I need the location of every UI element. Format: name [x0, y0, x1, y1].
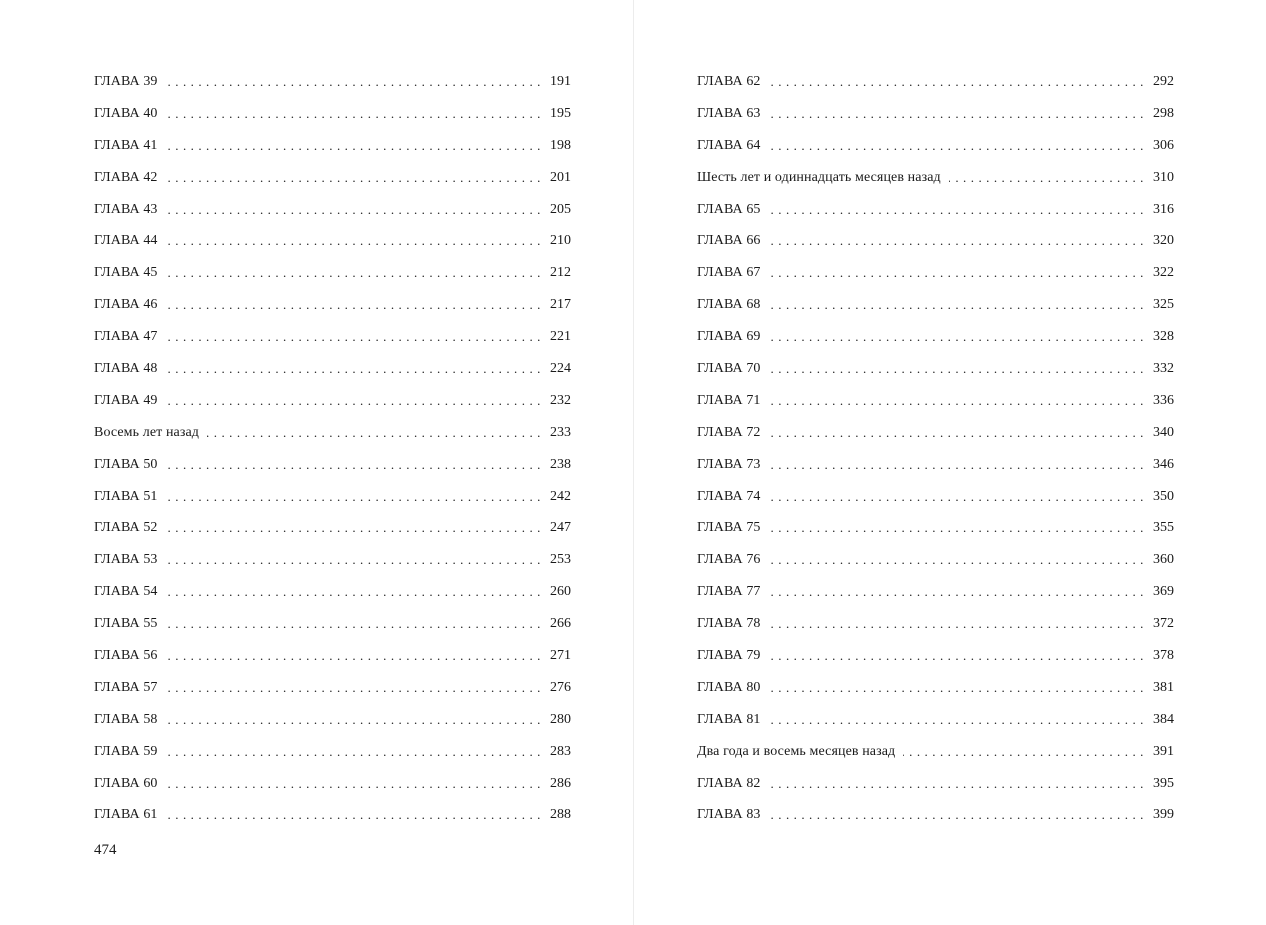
toc-entry-page: 316	[1153, 201, 1174, 217]
toc-entry-title: ГЛАВА 72	[697, 424, 761, 440]
toc-entry-title: ГЛАВА 45	[94, 265, 158, 281]
toc-entry	[697, 321, 1174, 353]
toc-entry	[94, 98, 571, 130]
toc-entry	[94, 194, 571, 226]
toc-entry	[697, 225, 1174, 257]
toc-entry	[697, 289, 1174, 321]
toc-entry-page: 346	[1153, 456, 1174, 472]
toc-entry-title: ГЛАВА 60	[94, 775, 158, 791]
toc-entry-title: Два года и восемь месяцев назад	[697, 743, 896, 759]
toc-entry-title: ГЛАВА 40	[94, 105, 158, 121]
toc-entry-page: 276	[550, 679, 571, 695]
toc-entry	[94, 608, 571, 640]
toc-entry-page: 369	[1153, 584, 1174, 600]
toc-entry	[94, 321, 571, 353]
toc-entry-page: 224	[550, 360, 571, 376]
dot-leader	[166, 394, 541, 408]
toc-entry-title: ГЛАВА 46	[94, 297, 158, 313]
toc-entry-title: ГЛАВА 68	[697, 297, 761, 313]
toc-entry-page: 212	[550, 265, 571, 281]
toc-entry-page: 355	[1153, 520, 1174, 536]
toc-entry-title: ГЛАВА 42	[94, 169, 158, 185]
toc-entry	[697, 98, 1174, 130]
page-number: 474	[94, 842, 117, 858]
toc-entry-title: Восемь лет назад	[94, 424, 200, 440]
toc-entry-title: ГЛАВА 79	[697, 647, 761, 663]
toc-entry	[697, 576, 1174, 608]
toc-entry	[94, 353, 571, 385]
toc-entry-page: 217	[550, 297, 571, 313]
toc-entry	[94, 289, 571, 321]
toc-entry-page: 221	[550, 329, 571, 345]
toc-entry	[94, 162, 571, 194]
toc-entry-page: 271	[550, 647, 571, 663]
dot-leader	[166, 234, 541, 248]
toc-entry	[94, 449, 571, 481]
toc-entry-page: 328	[1153, 329, 1174, 345]
toc-entry-page: 253	[550, 552, 571, 568]
toc-entry-page: 350	[1153, 488, 1174, 504]
toc-entry	[94, 417, 571, 449]
toc-entry-title: ГЛАВА 53	[94, 552, 158, 568]
toc-entry-title: ГЛАВА 67	[697, 265, 761, 281]
dot-leader	[166, 203, 541, 217]
toc-entry-title: ГЛАВА 52	[94, 520, 158, 536]
toc-entry-title: ГЛАВА 50	[94, 456, 158, 472]
dot-leader	[166, 585, 541, 599]
dot-leader	[769, 649, 1144, 663]
toc-entry-page: 286	[550, 775, 571, 791]
toc-entry-title: ГЛАВА 41	[94, 137, 158, 153]
toc-entry-page: 372	[1153, 616, 1174, 632]
toc-entry-title: ГЛАВА 70	[697, 360, 761, 376]
toc-entry-page: 191	[550, 73, 571, 89]
toc-entry-page: 336	[1153, 392, 1174, 408]
dot-leader	[769, 681, 1144, 695]
toc-entry-title: ГЛАВА 61	[94, 807, 158, 823]
dot-leader	[166, 458, 541, 472]
toc-entry-page: 306	[1153, 137, 1174, 153]
toc-entry-page: 232	[550, 392, 571, 408]
toc-entry-title: ГЛАВА 54	[94, 584, 158, 600]
toc-entry-title: ГЛАВА 73	[697, 456, 761, 472]
dot-leader	[166, 713, 541, 727]
toc-entry-page: 332	[1153, 360, 1174, 376]
toc-entry	[697, 257, 1174, 289]
toc-entry-title: ГЛАВА 58	[94, 711, 158, 727]
toc-entry-title: ГЛАВА 43	[94, 201, 158, 217]
dot-leader	[769, 107, 1144, 121]
toc-entry-page: 195	[550, 105, 571, 121]
dot-leader	[166, 139, 541, 153]
toc-entry	[94, 799, 571, 831]
toc-entry	[94, 66, 571, 98]
right-page	[634, 0, 1266, 925]
toc-entry-title: ГЛАВА 77	[697, 584, 761, 600]
dot-leader	[903, 745, 1144, 759]
toc-entry-page: 247	[550, 520, 571, 536]
toc-entry-page: 399	[1153, 807, 1174, 823]
dot-leader	[769, 426, 1144, 440]
toc-entry-title: ГЛАВА 47	[94, 329, 158, 345]
dot-leader	[166, 681, 541, 695]
toc-entry-page: 298	[1153, 105, 1174, 121]
toc-entry	[697, 512, 1174, 544]
toc-entry	[697, 130, 1174, 162]
table-of-contents-left	[94, 66, 571, 831]
toc-entry-title: ГЛАВА 75	[697, 520, 761, 536]
toc-entry	[697, 385, 1174, 417]
toc-entry-page: 288	[550, 807, 571, 823]
toc-entry-title: ГЛАВА 62	[697, 73, 761, 89]
dot-leader	[166, 521, 541, 535]
dot-leader	[769, 490, 1144, 504]
toc-entry-title: ГЛАВА 56	[94, 647, 158, 663]
dot-leader	[769, 75, 1144, 89]
toc-entry-title: ГЛАВА 51	[94, 488, 158, 504]
dot-leader	[949, 171, 1144, 185]
toc-entry	[94, 544, 571, 576]
toc-entry-page: 378	[1153, 647, 1174, 663]
dot-leader	[166, 808, 541, 822]
toc-entry-title: ГЛАВА 66	[697, 233, 761, 249]
toc-entry	[94, 385, 571, 417]
dot-leader	[769, 234, 1144, 248]
toc-entry-title: Шесть лет и одиннадцать месяцев назад	[697, 169, 941, 185]
dot-leader	[769, 139, 1144, 153]
dot-leader	[769, 203, 1144, 217]
toc-entry-page: 205	[550, 201, 571, 217]
toc-entry	[94, 736, 571, 768]
dot-leader	[166, 330, 541, 344]
toc-entry	[94, 512, 571, 544]
toc-entry	[94, 481, 571, 513]
toc-entry	[94, 257, 571, 289]
dot-leader	[166, 107, 541, 121]
toc-entry	[697, 194, 1174, 226]
dot-leader	[166, 266, 541, 280]
toc-entry-page: 395	[1153, 775, 1174, 791]
toc-entry-title: ГЛАВА 39	[94, 73, 158, 89]
toc-entry-title: ГЛАВА 69	[697, 329, 761, 345]
toc-entry	[94, 768, 571, 800]
toc-entry-title: ГЛАВА 74	[697, 488, 761, 504]
dot-leader	[166, 777, 541, 791]
toc-entry	[94, 640, 571, 672]
toc-entry-page: 201	[550, 169, 571, 185]
dot-leader	[769, 553, 1144, 567]
toc-entry	[94, 704, 571, 736]
dot-leader	[166, 171, 541, 185]
toc-entry-page: 320	[1153, 233, 1174, 249]
toc-entry-title: ГЛАВА 49	[94, 392, 158, 408]
dot-leader	[207, 426, 541, 440]
toc-entry-page: 325	[1153, 297, 1174, 313]
dot-leader	[166, 617, 541, 631]
dot-leader	[769, 777, 1144, 791]
toc-entry-title: ГЛАВА 76	[697, 552, 761, 568]
toc-entry-page: 280	[550, 711, 571, 727]
dot-leader	[166, 553, 541, 567]
table-of-contents-right	[697, 66, 1174, 831]
toc-entry-title: ГЛАВА 80	[697, 679, 761, 695]
toc-entry-page: 260	[550, 584, 571, 600]
dot-leader	[769, 330, 1144, 344]
toc-entry	[94, 672, 571, 704]
dot-leader	[769, 458, 1144, 472]
dot-leader	[769, 808, 1144, 822]
dot-leader	[166, 649, 541, 663]
toc-entry-title: ГЛАВА 57	[94, 679, 158, 695]
toc-entry-page: 210	[550, 233, 571, 249]
toc-entry-page: 233	[550, 424, 571, 440]
toc-entry	[697, 481, 1174, 513]
toc-entry-page: 384	[1153, 711, 1174, 727]
toc-entry	[94, 225, 571, 257]
toc-entry-page: 266	[550, 616, 571, 632]
toc-entry-page: 310	[1153, 169, 1174, 185]
toc-entry-page: 242	[550, 488, 571, 504]
toc-entry	[94, 576, 571, 608]
dot-leader	[769, 617, 1144, 631]
dot-leader	[166, 490, 541, 504]
toc-entry-page: 381	[1153, 679, 1174, 695]
dot-leader	[769, 298, 1144, 312]
toc-entry	[697, 704, 1174, 736]
dot-leader	[166, 75, 541, 89]
toc-entry-title: ГЛАВА 55	[94, 616, 158, 632]
toc-entry	[697, 736, 1174, 768]
dot-leader	[166, 362, 541, 376]
toc-entry-title: ГЛАВА 48	[94, 360, 158, 376]
toc-entry-page: 198	[550, 137, 571, 153]
dot-leader	[769, 521, 1144, 535]
toc-entry	[697, 799, 1174, 831]
toc-entry	[697, 449, 1174, 481]
toc-entry	[697, 353, 1174, 385]
dot-leader	[769, 362, 1144, 376]
dot-leader	[166, 298, 541, 312]
toc-entry-page: 292	[1153, 73, 1174, 89]
toc-entry-title: ГЛАВА 63	[697, 105, 761, 121]
toc-entry-page: 360	[1153, 552, 1174, 568]
toc-entry	[697, 640, 1174, 672]
toc-entry-title: ГЛАВА 81	[697, 711, 761, 727]
toc-entry-title: ГЛАВА 64	[697, 137, 761, 153]
dot-leader	[769, 585, 1144, 599]
toc-entry	[697, 768, 1174, 800]
toc-entry	[697, 544, 1174, 576]
toc-entry-title: ГЛАВА 71	[697, 392, 761, 408]
toc-entry-page: 238	[550, 456, 571, 472]
toc-entry	[697, 672, 1174, 704]
toc-entry-title: ГЛАВА 65	[697, 201, 761, 217]
toc-entry-page: 322	[1153, 265, 1174, 281]
toc-entry	[697, 162, 1174, 194]
toc-entry-title: ГЛАВА 59	[94, 743, 158, 759]
toc-entry-page: 283	[550, 743, 571, 759]
toc-entry	[697, 66, 1174, 98]
dot-leader	[166, 745, 541, 759]
toc-entry-title: ГЛАВА 83	[697, 807, 761, 823]
toc-entry-title: ГЛАВА 44	[94, 233, 158, 249]
toc-entry-page: 391	[1153, 743, 1174, 759]
dot-leader	[769, 713, 1144, 727]
toc-entry-page: 340	[1153, 424, 1174, 440]
dot-leader	[769, 394, 1144, 408]
toc-entry-title: ГЛАВА 82	[697, 775, 761, 791]
toc-entry-title: ГЛАВА 78	[697, 616, 761, 632]
toc-entry	[94, 130, 571, 162]
toc-entry	[697, 608, 1174, 640]
toc-entry	[697, 417, 1174, 449]
dot-leader	[769, 266, 1144, 280]
